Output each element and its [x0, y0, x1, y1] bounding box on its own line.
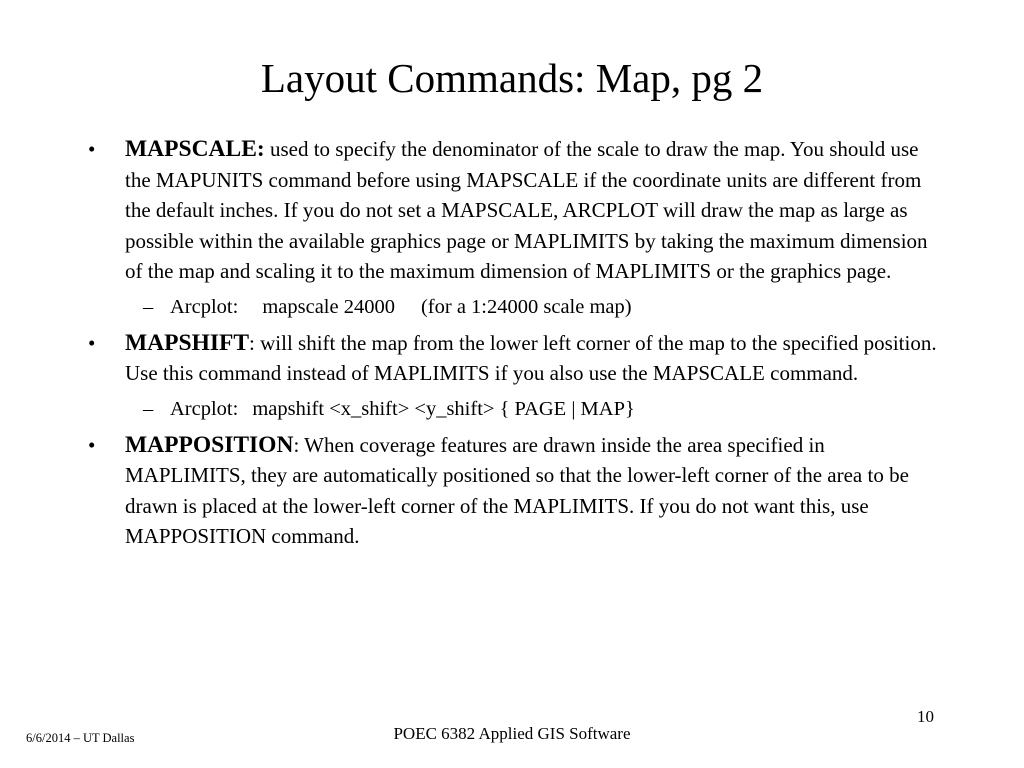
bullet-term: MAPSHIFT: [125, 329, 250, 356]
subbullet-command: mapshift <x_shift> <y_shift> { PAGE | MAP}: [252, 397, 635, 420]
subbullet-label: Arcplot:: [170, 397, 239, 420]
bullet-marker: •: [88, 330, 96, 355]
bullet-mapscale: [88, 134, 940, 287]
bullet-mapshift: [88, 328, 940, 389]
subbullet-marker: –: [143, 397, 154, 420]
subbullet-mapshift-example: [88, 394, 940, 424]
slide-title: Layout Commands: Map, pg 2: [260, 55, 764, 101]
page-number: 10: [917, 707, 934, 726]
bullet-term: MAPPOSITION: [125, 431, 294, 458]
bullet-text: : When coverage features are drawn inside the area specified in MAPLIMITS, they are automatically positioned so that the lower-left corner of the area to be drawn is placed at the lower-left corner of the MAPLIMITS. If you do not want this, use MAPPOSITION command.: [125, 432, 909, 548]
slide-content: [88, 134, 940, 557]
subbullet-label: Arcplot:: [170, 295, 239, 318]
bullet-text: : will shift the map from the lower left corner of the map to the specified position. Use this command instead of MAPLIMITS if you also use the MAPSCALE command.: [125, 330, 937, 385]
footer-date: 6/6/2014 – UT Dallas: [26, 731, 135, 745]
bullet-marker: •: [88, 432, 96, 457]
subbullet-marker: –: [143, 295, 154, 318]
subbullet-command: mapscale 24000: [262, 295, 395, 318]
subbullet-note: (for a 1:24000 scale map): [420, 295, 632, 318]
subbullet-mapscale-example: [88, 292, 940, 322]
footer-course: POEC 6382 Applied GIS Software: [393, 724, 631, 743]
bullet-mapposition: [88, 430, 940, 552]
bullet-term: MAPSCALE:: [125, 136, 265, 162]
bullet-marker: •: [88, 137, 96, 161]
bullet-text: used to specify the denominator of the scale to draw the map. You should use the MAPUNITS command before using MAPSCALE if the coordinate units are different from the default inches. If you do not set a MAPSCALE, ARCPLOT will draw the map as large as possible within the available graphics page or MAPLIMITS by taking the maximum dimension of the map and scaling it to the maximum dimension of MAPLIMITS or the graphics page.: [125, 137, 928, 283]
